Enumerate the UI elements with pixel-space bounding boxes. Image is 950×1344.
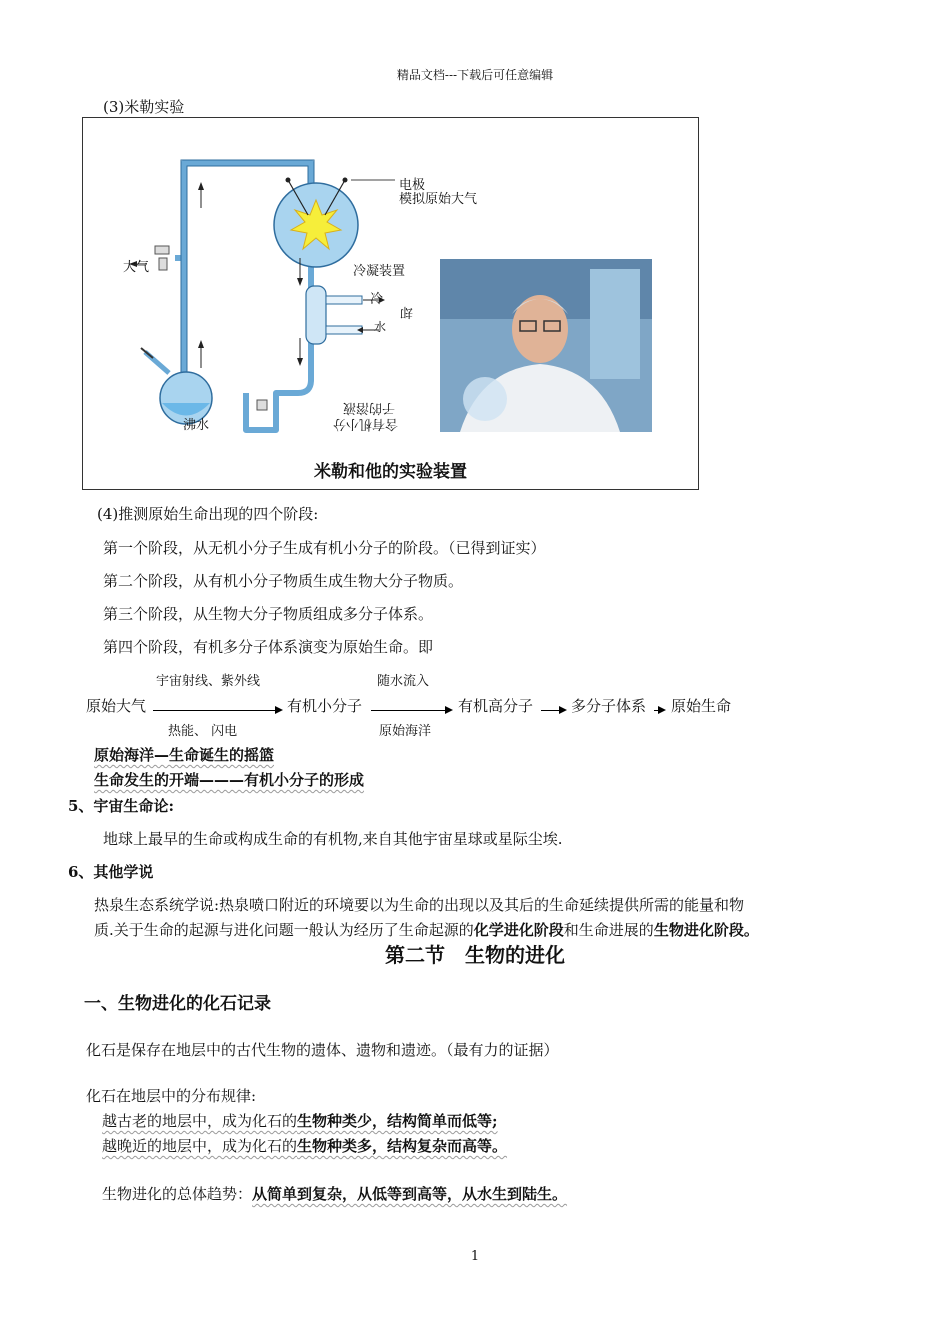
flow-above-2: 随水流入 (377, 674, 430, 689)
fossil-rule-2-b: 生物种类多，结构复杂而高等。 (297, 1137, 508, 1155)
fossil-rule-1 (102, 1110, 498, 1131)
section6-line2-c: 和生命进展的 (563, 921, 654, 939)
highlight-2: 生命发生的开端———有机小分子的形成 (94, 771, 365, 789)
label-gas-out: 大气 (123, 260, 150, 275)
fossil-rule-2-a: 越晚近的地层中，成为化石的 (102, 1137, 298, 1155)
fossil-rule-1-a: 越古老的地层中，成为化石的 (102, 1112, 298, 1130)
highlight-1: 原始海洋—生命诞生的摇篮 (94, 746, 275, 764)
section6-line2-d: 生物进化阶段。 (653, 921, 759, 939)
label-condenser: 冷凝装置 (353, 264, 406, 279)
evolution-trend-b: 从简单到复杂，从低等到高等，从水生到陆生。 (252, 1185, 568, 1203)
chapter-title: 第二节 生物的进化 (385, 943, 565, 967)
stage-3: 第三个阶段，从生物大分子物质组成多分子体系。 (103, 605, 434, 623)
flow-below-1: 热能、 闪电 (168, 724, 238, 739)
part1-title: 一、生物进化的化石记录 (84, 994, 271, 1014)
flow-below-2: 原始海洋 (379, 724, 432, 739)
section5-title: 5、宇宙生命论: (68, 797, 174, 815)
flow-node-1: 原始大气 (86, 697, 147, 715)
label-solution-2: 子的溶液 (343, 400, 396, 415)
section6-line2 (94, 919, 759, 940)
figure-caption: 米勒和他的实验装置 (314, 462, 467, 482)
label-cooling-3: 水 (374, 320, 387, 334)
section6-line2-a: 质.关于生命的起源与进化问题一般认为经历了生命起源的 (94, 921, 474, 939)
flow-node-2: 有机小分子 (287, 697, 363, 715)
stage-2: 第二个阶段，从有机小分子物质生成生物大分子物质。 (103, 572, 464, 590)
fossil-definition: 化石是保存在地层中的古代生物的遗体、遗物和遗迹。（最有力的证据） (86, 1041, 559, 1059)
label-boiling-water: 沸水 (183, 418, 210, 433)
flow-arrow-1 (153, 710, 281, 711)
label-cooling-2: 却 (400, 304, 414, 319)
miller-experiment-figure (82, 117, 699, 490)
label-cooling-1: 冷 (370, 292, 384, 307)
section4-title: (4)推测原始生命出现的四个阶段: (97, 505, 319, 523)
section6-line2-b: 化学进化阶段 (473, 921, 564, 939)
section6-title: 6、其他学说 (68, 863, 154, 881)
flow-arrow-4 (654, 710, 664, 711)
miller-photo (440, 259, 652, 432)
page-header: 精品文档---下载后可任意编辑 (396, 68, 554, 82)
fossil-rule-title: 化石在地层中的分布规律: (86, 1087, 257, 1105)
section5-text: 地球上最早的生命或构成生命的有机物,来自其他宇宙星球或星际尘埃. (103, 830, 563, 848)
stage-4: 第四个阶段，有机多分子体系演变为原始生命。即 (103, 638, 434, 656)
evolution-trend-a: 生物进化的总体趋势： (102, 1185, 253, 1203)
page-number: 1 (470, 1249, 480, 1264)
label-solution-1: 含有机小分 (333, 416, 399, 431)
evolution-trend (102, 1183, 567, 1204)
stage-1: 第一个阶段，从无机小分子生成有机小分子的阶段。（已得到证实） (103, 539, 546, 557)
fossil-rule-1-b: 生物种类少，结构简单而低等; (297, 1112, 498, 1130)
label-atmosphere: 模拟原始大气 (399, 192, 478, 207)
section3-title: (3)米勒实验 (103, 98, 185, 116)
flow-node-5: 原始生命 (671, 697, 732, 715)
flow-above-1: 宇宙射线、紫外线 (156, 674, 261, 689)
section6-line1: 热泉生态系统学说:热泉喷口附近的环境要以为生命的出现以及其后的生命延续提供所需的能量和物 (94, 896, 745, 914)
label-electrode: 电极 (399, 178, 426, 193)
flow-node-3: 有机高分子 (458, 697, 534, 715)
flow-arrow-2 (371, 710, 451, 711)
flow-node-4: 多分子体系 (571, 697, 647, 715)
flow-arrow-3 (541, 710, 565, 711)
fossil-rule-2 (102, 1135, 507, 1156)
